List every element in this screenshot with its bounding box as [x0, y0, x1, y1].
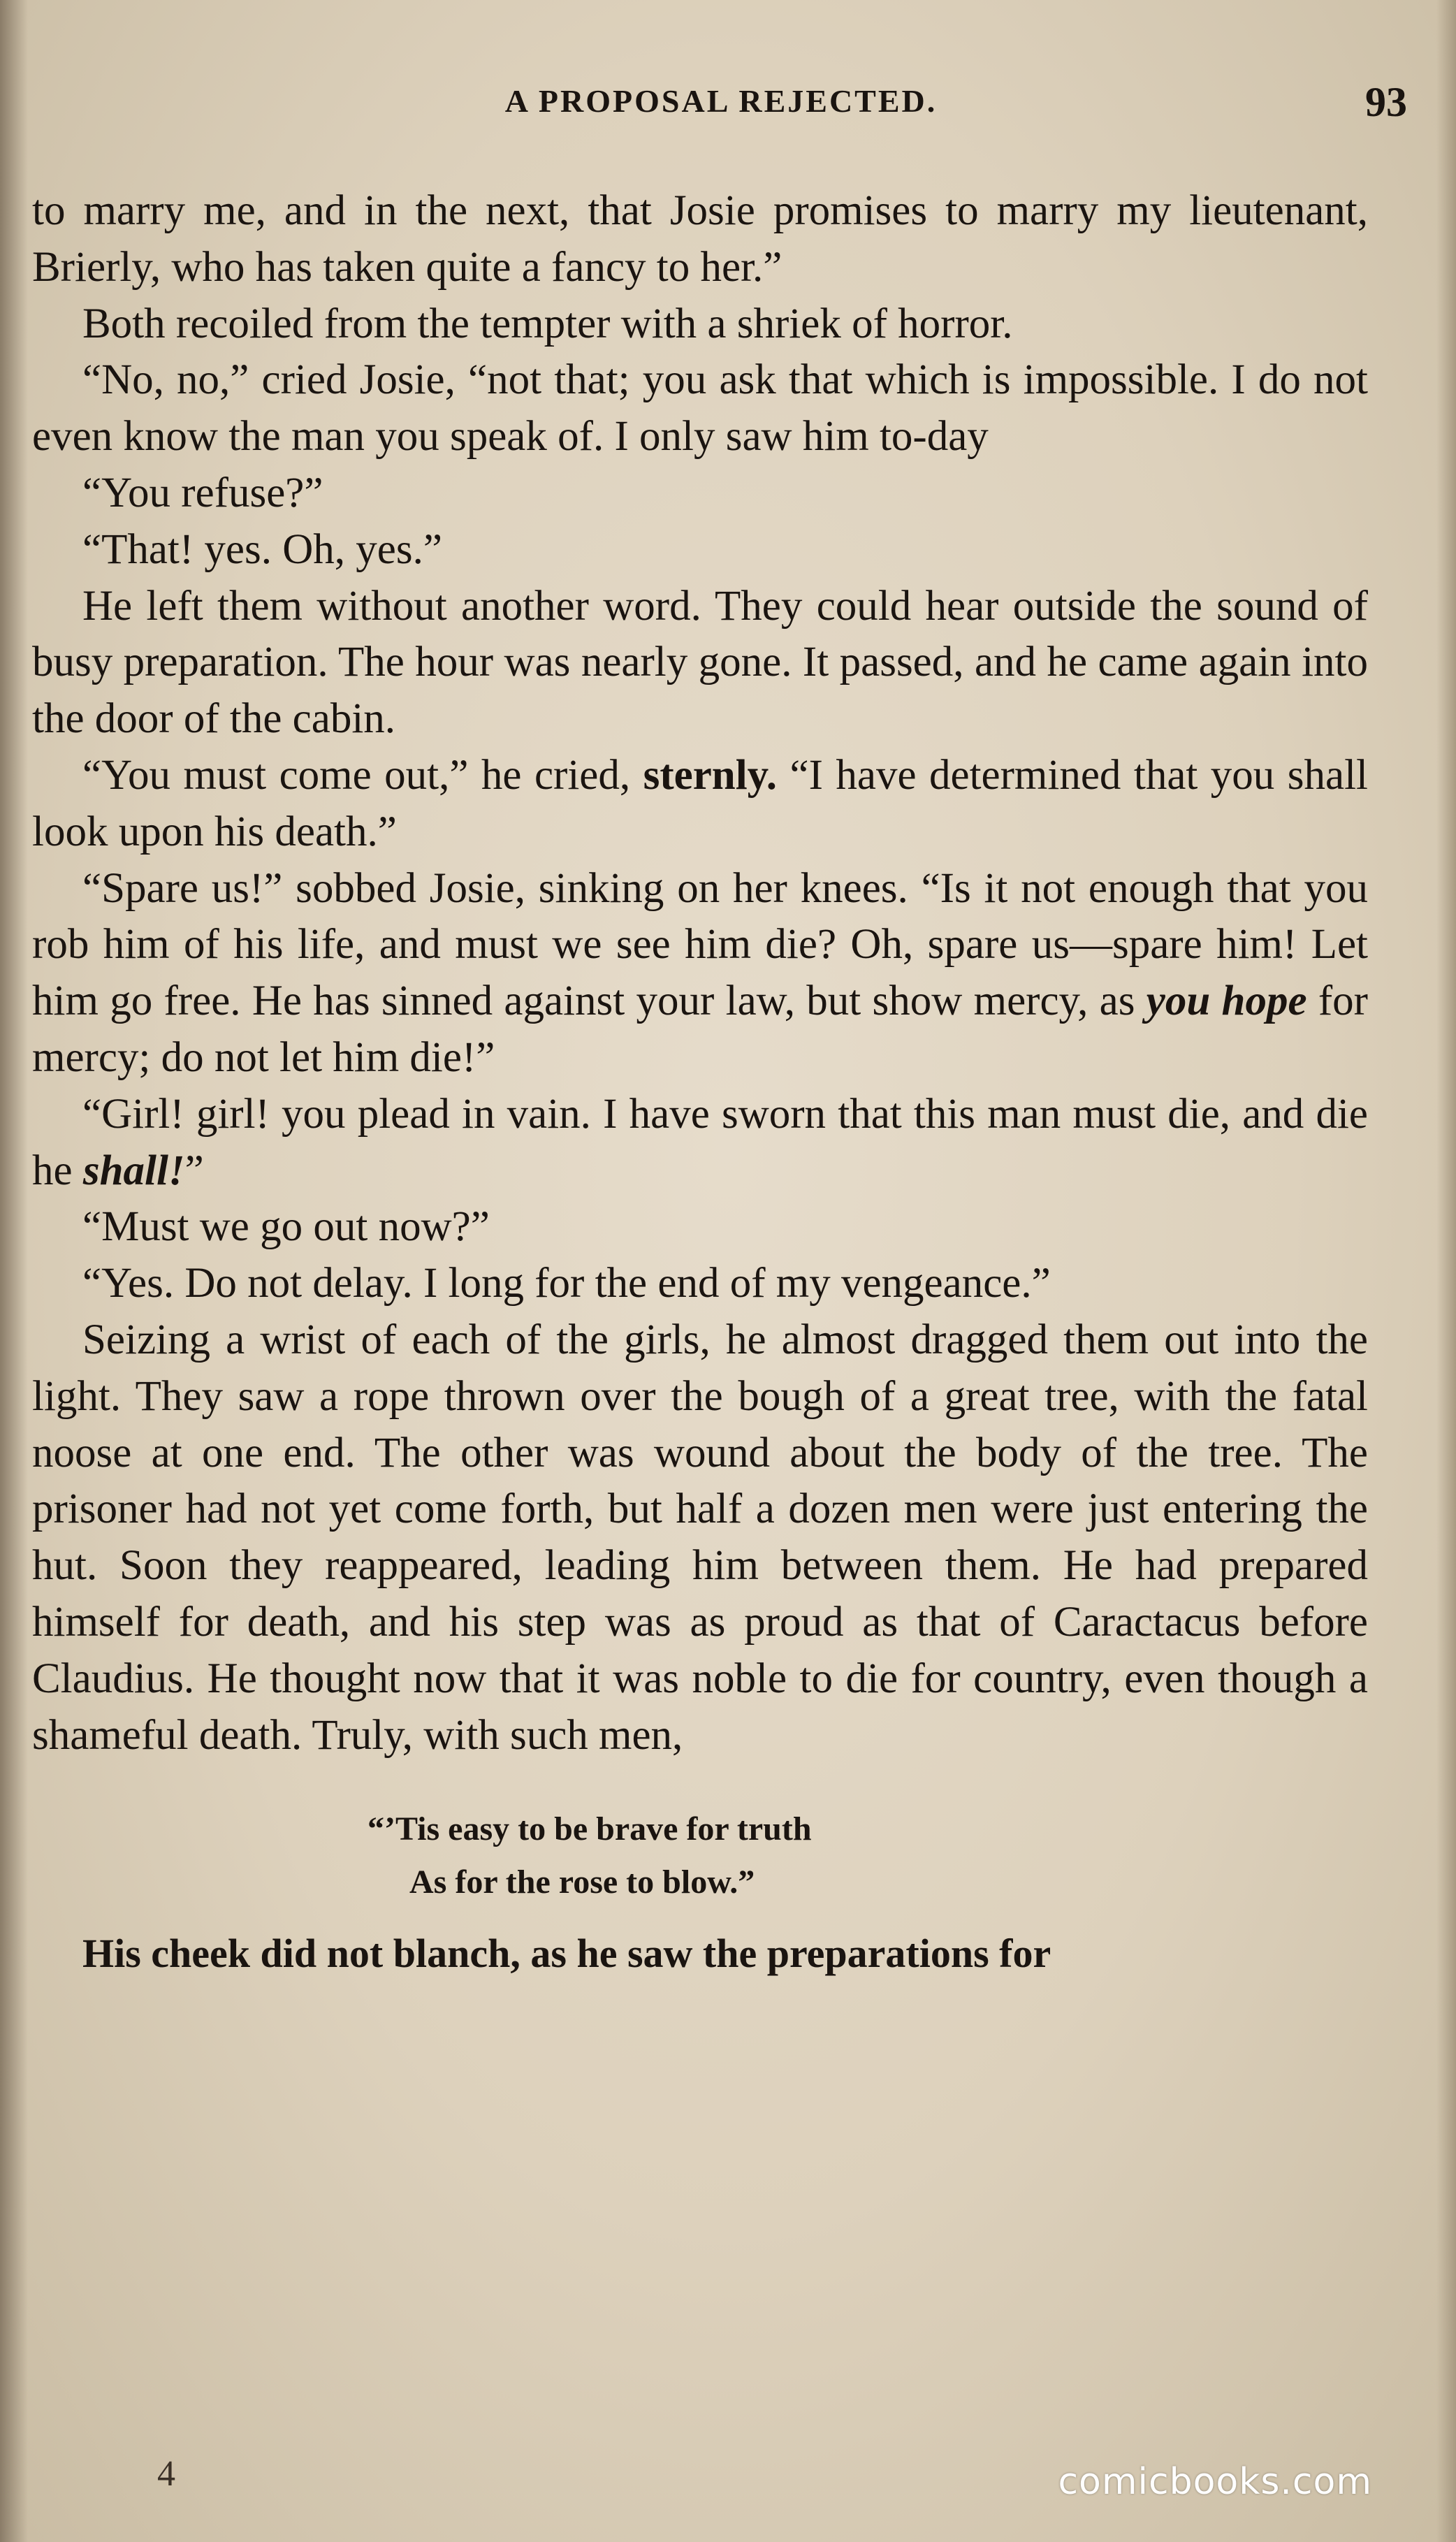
emphasis-italic: you hope	[1146, 978, 1307, 1025]
emphasis-bold: sternly.	[643, 751, 778, 799]
text-run: “Spare us!” sobbed Josie, sinking on her knees. “Is it not enough that you rob him of his life, and must we see him die? Oh, spare us—spare him! Let him go free. He has sinned against your law, but show mercy, as	[32, 864, 1368, 1025]
paragraph: Seizing a wrist of each of the girls, he almost dragged them out into the light. They saw a rope thrown over the bough of a great tree, with the fatal noose at one end. The other was wound about the body of the tree. The prisoner had not yet come forth, but half a dozen men were just entering the hut. Soon they reappeared, leading him between them. He had prepared himself for death, and his step was as proud as that of Caractacus before Claudius. He thought now that it was noble to die for country, even though a shameful death. Truly, with such men,	[32, 1316, 1368, 1759]
running-title: A PROPOSAL REJECTED.	[504, 83, 938, 119]
paragraph: “That! yes. Oh, yes.”	[82, 525, 442, 573]
paragraph: “Must we go out now?”	[82, 1203, 490, 1251]
emphasis-italic: shall!	[82, 1147, 185, 1194]
paragraph	[32, 1087, 1368, 1200]
page-number: 93	[1365, 79, 1407, 125]
text-run: “I have determined that you shall look upon his death.”	[32, 751, 1368, 855]
verse-line: “’Tis easy to be brave for truth	[367, 1810, 812, 1848]
paragraph-final: His cheek did not blanch, as he saw the preparations for	[82, 1931, 1051, 1977]
body-text	[32, 183, 1368, 1982]
verse-line: As for the rose to blow.”	[409, 1864, 755, 1901]
paragraph: Both recoiled from the tempter with a shriek of horror.	[82, 300, 1013, 347]
text-run: ”	[184, 1147, 204, 1194]
paragraph: “Yes. Do not delay. I long for the end of my vengeance.”	[82, 1260, 1051, 1307]
paragraph	[32, 748, 1368, 861]
paragraph	[32, 861, 1368, 1087]
page-header	[35, 79, 1407, 131]
text-run: for mercy; do not let him die!”	[32, 978, 1368, 1081]
verse-quote	[32, 1803, 1368, 1909]
paragraph: He left them without another word. They could hear outside the sound of busy preparation. The hour was nearly gone. It passed, and he came again into the door of the cabin.	[32, 582, 1368, 743]
watermark: comicbooks.com	[1058, 2461, 1372, 2503]
paragraph: “No, no,” cried Josie, “not that; you ask that which is impossible. I do not even know the man you speak of. I only saw him to-day	[32, 356, 1368, 460]
paragraph: to marry me, and in the next, that Josie promises to marry my lieutenant, Brierly, who has taken quite a fancy to her.”	[32, 187, 1368, 291]
text-run: “Girl! girl! you plead in vain. I have sworn that this man must die, and die he	[32, 1090, 1368, 1194]
signature-mark: 4	[157, 2454, 175, 2494]
paragraph: “You refuse?”	[82, 469, 323, 516]
text-run: “You must come out,” he cried,	[82, 751, 643, 799]
